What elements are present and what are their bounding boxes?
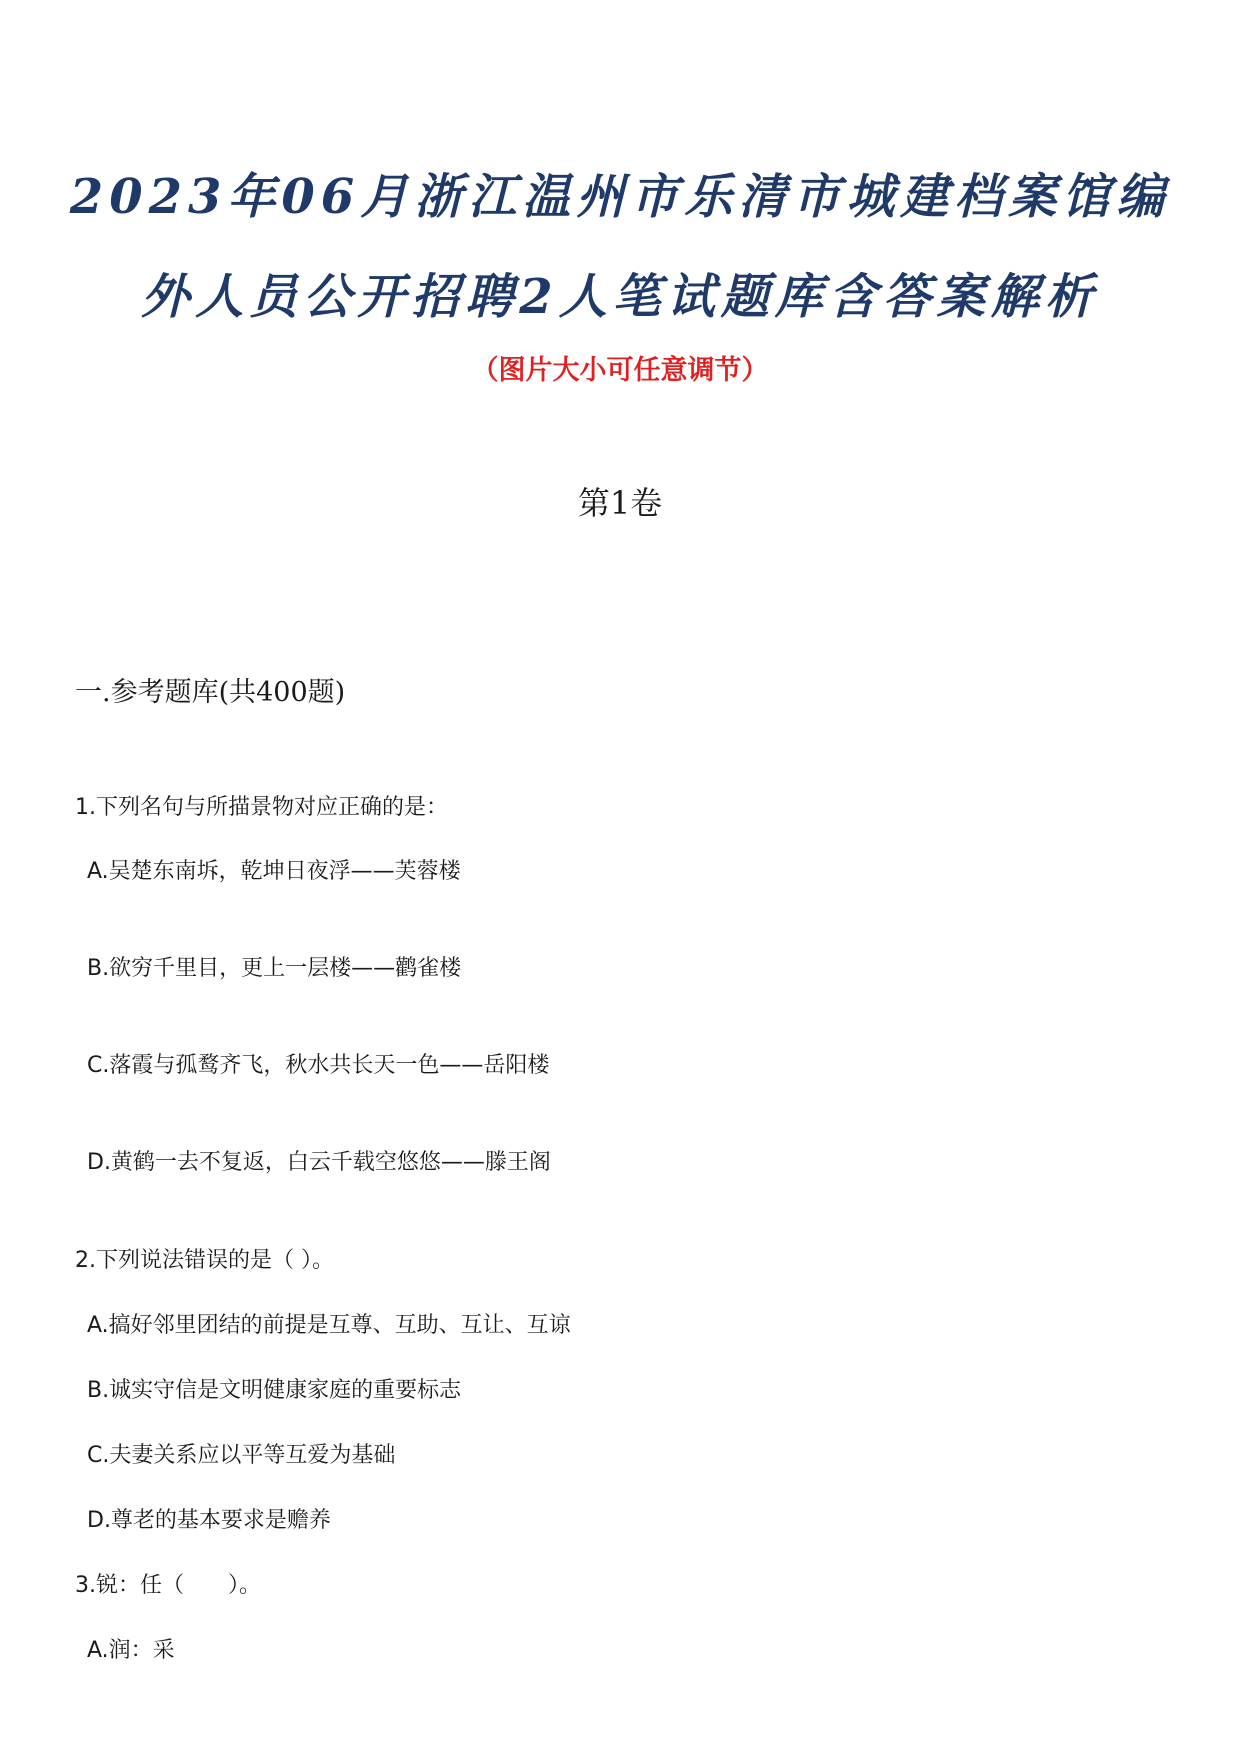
question-1-stem: 1.下列名句与所描景物对应正确的是： — [75, 795, 448, 820]
volume-heading: 第1卷 — [577, 484, 663, 522]
document-title-line-1: 2023年06月浙江温州市乐清市城建档案馆编 — [69, 169, 1171, 225]
question-2-option-b: B.诚实守信是文明健康家庭的重要标志 — [87, 1378, 462, 1403]
document-subtitle: （图片大小可任意调节） — [471, 355, 769, 386]
document-title-line-2: 外人员公开招聘2人笔试题库含答案解析 — [141, 269, 1099, 325]
question-3-option-a: A.润：采 — [87, 1638, 175, 1663]
question-1-option-a: A.吴楚东南坼，乾坤日夜浮——芙蓉楼 — [87, 859, 461, 884]
question-1-option-b: B.欲穷千里目，更上一层楼——鹳雀楼 — [87, 956, 462, 981]
question-1-option-c: C.落霞与孤鹜齐飞，秋水共长天一色——岳阳楼 — [87, 1053, 550, 1078]
section-heading: 一.参考题库(共400题) — [75, 677, 346, 708]
question-2-option-c: C.夫妻关系应以平等互爱为基础 — [87, 1443, 396, 1468]
question-3-stem: 3.锐：任（ ）。 — [75, 1573, 261, 1598]
question-2-option-d: D.尊老的基本要求是赡养 — [87, 1508, 331, 1533]
question-2-option-a: A.搞好邻里团结的前提是互尊、互助、互让、互谅 — [87, 1313, 571, 1338]
question-1-option-d: D.黄鹤一去不复返，白云千载空悠悠——滕王阁 — [87, 1150, 551, 1175]
question-2-stem: 2.下列说法错误的是（ ）。 — [75, 1248, 334, 1273]
